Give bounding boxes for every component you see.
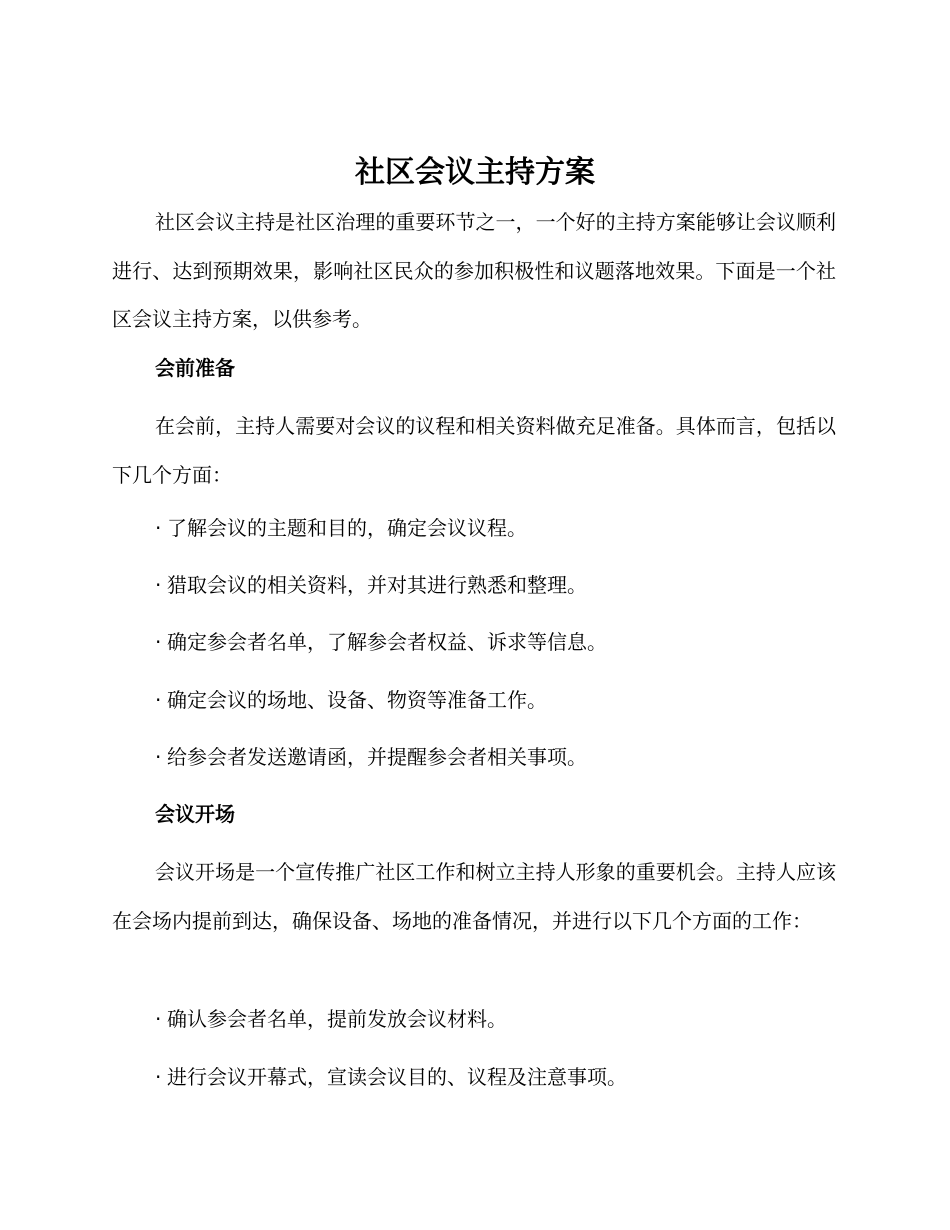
list-item-text: 确认参会者名单，提前发放会议材料。 bbox=[167, 1007, 507, 1031]
list-item bbox=[155, 1062, 627, 1092]
list-item-text: 给参会者发送邀请函，并提醒参会者相关事项。 bbox=[167, 745, 587, 769]
list-item bbox=[155, 570, 587, 600]
intro-paragraph: 社区会议主持是社区治理的重要环节之一，一个好的主持方案能够让会议顺利进行、达到预期效果，影响社区民众的参加积极性和议题落地效果。下面是一个社区会议主持方案，以供参考。 bbox=[112, 210, 836, 331]
bullet-marker: · bbox=[155, 1007, 162, 1031]
list-item-text: 了解会议的主题和目的，确定会议议程。 bbox=[167, 516, 527, 540]
list-item-text: 进行会议开幕式，宣读会议目的、议程及注意事项。 bbox=[167, 1065, 627, 1089]
list-item bbox=[155, 627, 607, 657]
section-heading-opening: 会议开场 bbox=[155, 802, 235, 826]
document-title: 社区会议主持方案 bbox=[355, 155, 595, 190]
bullet-marker: · bbox=[155, 630, 162, 654]
list-item-text: 确定参会者名单，了解参会者权益、诉求等信息。 bbox=[167, 630, 607, 654]
list-item-text: 猎取会议的相关资料，并对其进行熟悉和整理。 bbox=[167, 573, 587, 597]
list-item bbox=[155, 513, 527, 543]
list-item bbox=[155, 742, 587, 772]
bullet-marker: · bbox=[155, 1065, 162, 1089]
bullet-marker: · bbox=[155, 745, 162, 769]
bullet-marker: · bbox=[155, 516, 162, 540]
section-heading-preparation: 会前准备 bbox=[155, 356, 235, 380]
list-item bbox=[155, 685, 547, 715]
section-paragraph-preparation: 在会前，主持人需要对会议的议程和相关资料做充足准备。具体而言，包括以下几个方面： bbox=[112, 414, 836, 487]
bullet-marker: · bbox=[155, 573, 162, 597]
list-item-text: 确定会议的场地、设备、物资等准备工作。 bbox=[167, 688, 547, 712]
bullet-marker: · bbox=[155, 688, 162, 712]
list-item bbox=[155, 1004, 507, 1034]
section-paragraph-opening: 会议开场是一个宣传推广社区工作和树立主持人形象的重要机会。主持人应该在会场内提前到达，确保设备、场地的准备情况，并进行以下几个方面的工作： bbox=[112, 860, 836, 933]
